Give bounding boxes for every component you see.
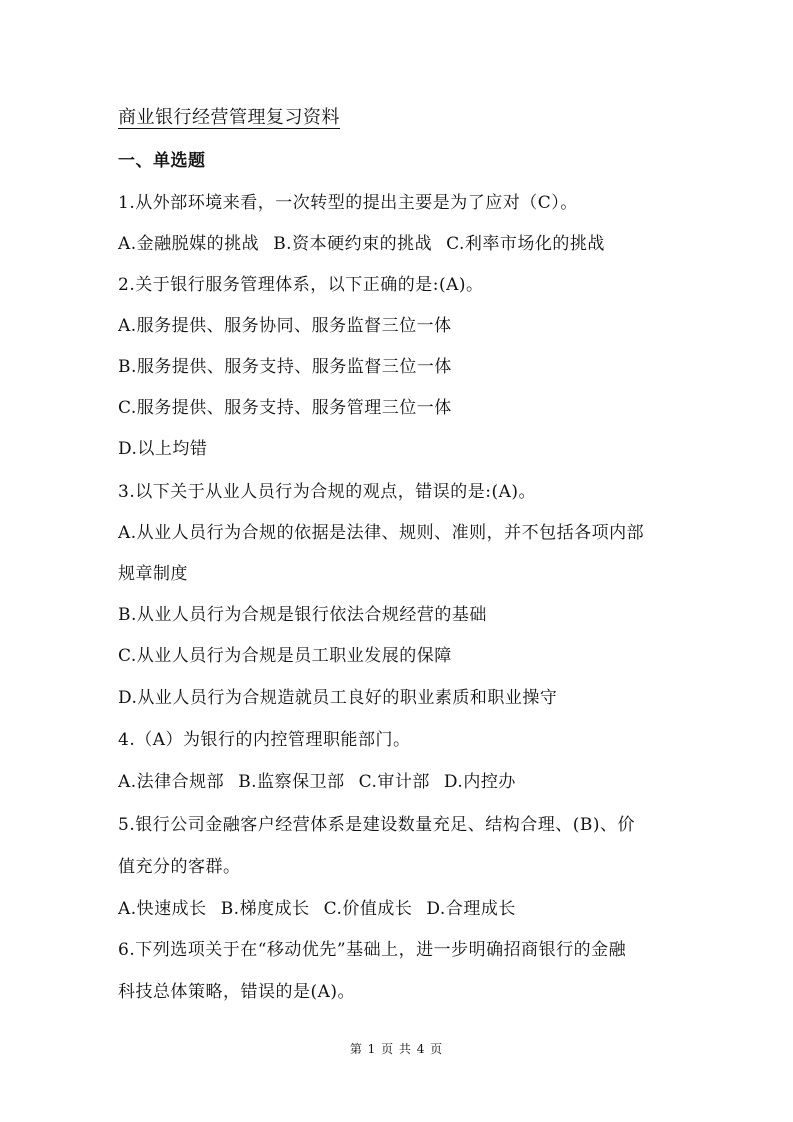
- question-2-option-c: C.服务提供、服务支持、服务管理三位一体: [118, 398, 452, 418]
- question-4-options: [118, 770, 698, 794]
- question-3-option-b: B.从业人员行为合规是银行依法合规经营的基础: [118, 605, 487, 625]
- question-5-options: [118, 897, 698, 921]
- question-2-option-a: A.服务提供、服务协同、服务监督三位一体: [118, 316, 452, 336]
- option-a: A.快速成长: [118, 899, 207, 919]
- question-2-option-b: B.服务提供、服务支持、服务监督三位一体: [118, 357, 452, 377]
- question-2-stem: 2.关于银行服务管理体系，以下正确的是:(A)。: [118, 275, 484, 295]
- question-5-stem-line-1: 5.银行公司金融客户经营体系是建设数量充足、结构合理、(B)、价: [118, 815, 635, 835]
- question-3-stem: 3.以下关于从业人员行为合规的观点，错误的是:(A)。: [118, 482, 536, 502]
- document-title: 商业银行经营管理复习资料: [118, 107, 340, 128]
- question-3-option-a-line-1: A.从业人员行为合规的依据是法律、规则、准则，并不包括各项内部: [118, 523, 645, 543]
- option-d: D.内控办: [443, 772, 516, 792]
- question-5-stem-line-2: 值充分的客群。: [118, 857, 241, 877]
- question-3-option-a-line-2: 规章制度: [118, 564, 188, 584]
- question-4-stem: 4.（A）为银行的内控管理职能部门。: [118, 730, 411, 750]
- question-2-option-d: D.以上均错: [118, 439, 208, 459]
- question-6-stem-line-1: 6.下列选项关于在“移动优先”基础上，进一步明确招商银行的金融: [118, 940, 627, 960]
- option-d: D.合理成长: [426, 899, 516, 919]
- question-3-option-d: D.从业人员行为合规造就员工良好的职业素质和职业操守: [118, 688, 558, 708]
- page-indicator: 第 1 页 共 4 页: [349, 1042, 444, 1056]
- option-a: A.法律合规部: [118, 772, 225, 792]
- option-c: C.利率市场化的挑战: [446, 234, 605, 254]
- section-heading: 一、单选题: [118, 151, 206, 171]
- option-b: B.资本硬约束的挑战: [273, 234, 433, 254]
- option-c: C.价值成长: [323, 899, 413, 919]
- question-3-option-c: C.从业人员行为合规是员工职业发展的保障: [118, 646, 452, 666]
- question-6-stem-line-2: 科技总体策略，错误的是(A)。: [118, 982, 356, 1002]
- option-b: B.监察保卫部: [238, 772, 345, 792]
- option-b: B.梯度成长: [220, 899, 310, 919]
- option-c: C.审计部: [358, 772, 430, 792]
- question-1-stem: 1.从外部环境来看，一次转型的提出主要是为了应对（C）。: [118, 193, 578, 213]
- question-1-options: [118, 232, 698, 256]
- option-a: A.金融脱媒的挑战: [118, 234, 260, 254]
